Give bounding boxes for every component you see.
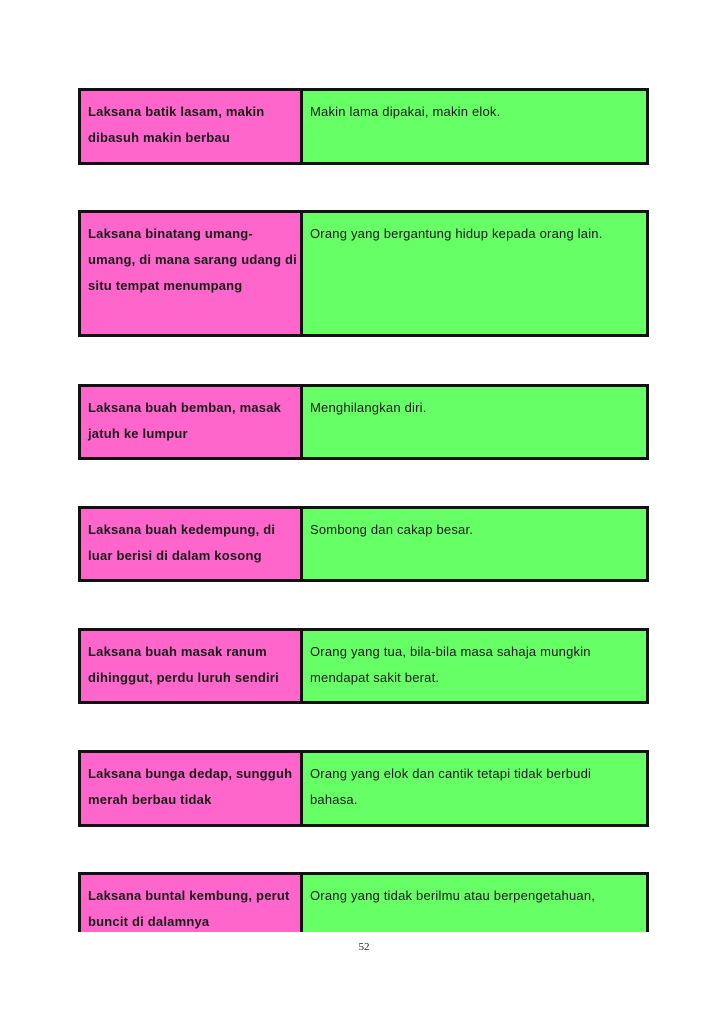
card-4 xyxy=(78,506,649,582)
card-6 xyxy=(78,750,649,827)
term-cell: Laksana buah bemban, masak jatuh ke lumpur xyxy=(81,387,303,457)
card-7 xyxy=(78,872,649,932)
meaning-cell: Orang yang tidak berilmu atau berpengetahuan, xyxy=(303,875,646,932)
card-2 xyxy=(78,210,649,337)
term-cell: Laksana batik lasam, makin dibasuh makin berbau xyxy=(81,91,303,162)
meaning-cell: Sombong dan cakap besar. xyxy=(303,509,646,579)
card-1 xyxy=(78,88,649,165)
meaning-cell: Orang yang bergantung hidup kepada orang lain. xyxy=(303,213,646,334)
card-5 xyxy=(78,628,649,704)
meaning-cell: Orang yang tua, bila-bila masa sahaja mungkin mendapat sakit berat. xyxy=(303,631,646,701)
page-number: 52 xyxy=(358,941,370,953)
term-cell: Laksana buah kedempung, di luar berisi di dalam kosong xyxy=(81,509,303,579)
term-cell: Laksana binatang umang-umang, di mana sarang udang di situ tempat menumpang xyxy=(81,213,303,334)
meaning-cell: Menghilangkan diri. xyxy=(303,387,646,457)
card-3 xyxy=(78,384,649,460)
term-cell: Laksana buntal kembung, perut buncit di dalamnya xyxy=(81,875,303,932)
term-cell: Laksana bunga dedap, sungguh merah berbau tidak xyxy=(81,753,303,824)
meaning-cell: Orang yang elok dan cantik tetapi tidak berbudi bahasa. xyxy=(303,753,646,824)
meaning-cell: Makin lama dipakai, makin elok. xyxy=(303,91,646,162)
term-cell: Laksana buah masak ranum dihinggut, perdu luruh sendiri xyxy=(81,631,303,701)
